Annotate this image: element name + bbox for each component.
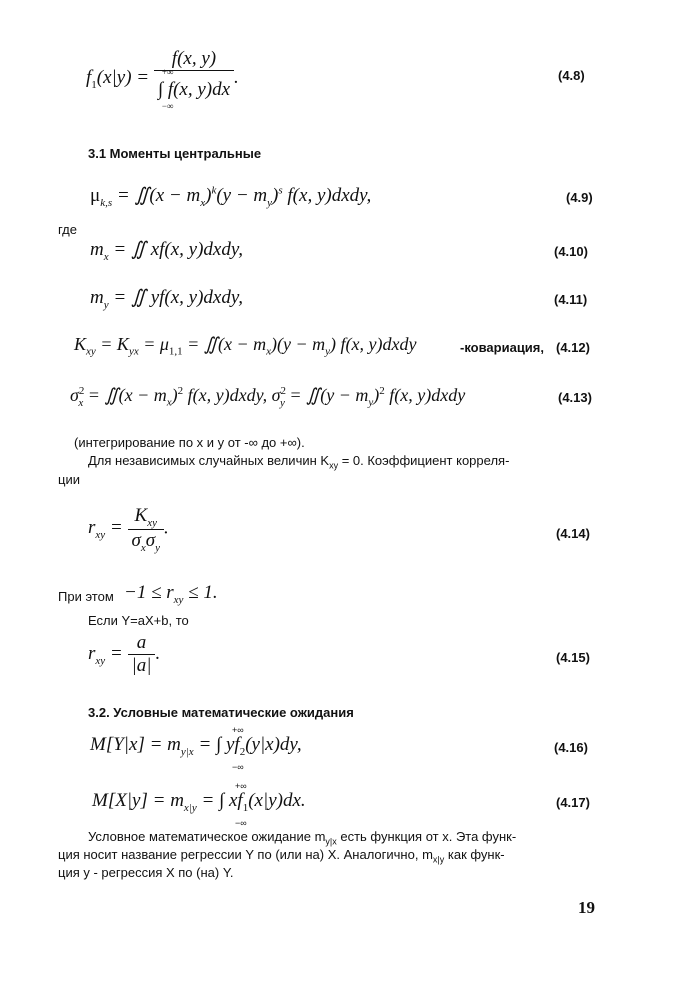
formula-4-16: $M[Y|x] = m_{y|x}$ = ∫ $yf_2(y|x)dy$, bbox=[90, 734, 302, 758]
formula-4-17: $M[X|y] = m_{x|y}$ = ∫ $xf_1(x|y)dx$. bbox=[92, 790, 306, 814]
eq-number: (4.8) bbox=[558, 68, 585, 83]
eq-number: (4.12) bbox=[556, 340, 590, 355]
eq-number: (4.14) bbox=[556, 526, 590, 541]
formula-4-15: $r_{xy}$ = $\frac{a}{|a|}$ . bbox=[88, 632, 161, 676]
upper-limit: +∞ bbox=[235, 781, 247, 791]
text-where: где bbox=[58, 222, 77, 237]
section-heading-3-1: 3.1 Моменты центральные bbox=[88, 146, 262, 161]
eq-number: (4.13) bbox=[558, 390, 592, 405]
text-esli: Если Y=aX+b, то bbox=[88, 613, 189, 628]
text-independent-cont: ции bbox=[58, 472, 80, 487]
paragraph-line: Условное математическое ожидание $m_{y|x}$ есть функция от x. Эта функ- bbox=[88, 829, 517, 847]
formula-4-8: $f_1(x|y)$ = f(x, y) +∞ ∫ f(x, y)dx −∞ . bbox=[86, 48, 239, 111]
text-integration: (интегрирование по x и y от -∞ до +∞). bbox=[74, 435, 305, 450]
paragraph-line: ция носит название регрессии Y по (или на) X. Аналогично, $m_{x|y}$ как функ- bbox=[58, 847, 505, 865]
lower-limit: −∞ bbox=[232, 762, 244, 772]
text-kovariatsiya: -ковариация, bbox=[460, 340, 544, 355]
eq-number: (4.15) bbox=[556, 650, 590, 665]
formula-4-10: $m_x$ = ∬ xf(x, y)dxdy, bbox=[90, 239, 243, 263]
lower-limit: −∞ bbox=[235, 818, 247, 828]
eq-number: (4.9) bbox=[566, 190, 593, 205]
eq-number: (4.17) bbox=[556, 795, 590, 810]
formula-4-12: $K_{xy} = K_{yx} = \mu_{1,1}$ = ∬(x − $m_x)(y - m_y)$ f(x, y)dxdy bbox=[74, 334, 417, 358]
text-pri-etom: При этом bbox=[58, 589, 114, 604]
upper-limit: +∞ bbox=[232, 725, 244, 735]
formula-4-9: $\mu_{k,s}$ = ∬(x − $m_x)^k(y - m_y)^s$ f(x, y)dxdy, bbox=[90, 184, 372, 209]
formula-4-13: $\sigma^2_x$ = ∬(x − $m_x)^2$ f(x, y)dxdy, $\sigma^2_y$ = ∬(y − $m_y)^2$ f(x, y)dxdy bbox=[70, 385, 466, 409]
paragraph-line: ция y - регрессия X по (на) Y. bbox=[58, 865, 234, 880]
page-number: 19 bbox=[578, 898, 595, 917]
eq-number: (4.11) bbox=[554, 292, 588, 307]
eq-number: (4.10) bbox=[554, 244, 588, 259]
formula-4-11: $m_y$ = ∬ yf(x, y)dxdy, bbox=[90, 287, 243, 311]
formula-bound: $-1 \le r_{xy} \le 1$. bbox=[124, 582, 218, 606]
text-independent: Для независимых случайных величин $K_{xy} = 0$. Коэффициент корреля- bbox=[88, 453, 510, 471]
formula-4-14: $r_{xy}$ = $\frac{K_{xy}}{\sigma_x\sigma_y}$ . bbox=[88, 505, 169, 554]
eq-number: (4.16) bbox=[554, 740, 588, 755]
section-heading-3-2: 3.2. Условные математические ожидания bbox=[88, 705, 354, 720]
